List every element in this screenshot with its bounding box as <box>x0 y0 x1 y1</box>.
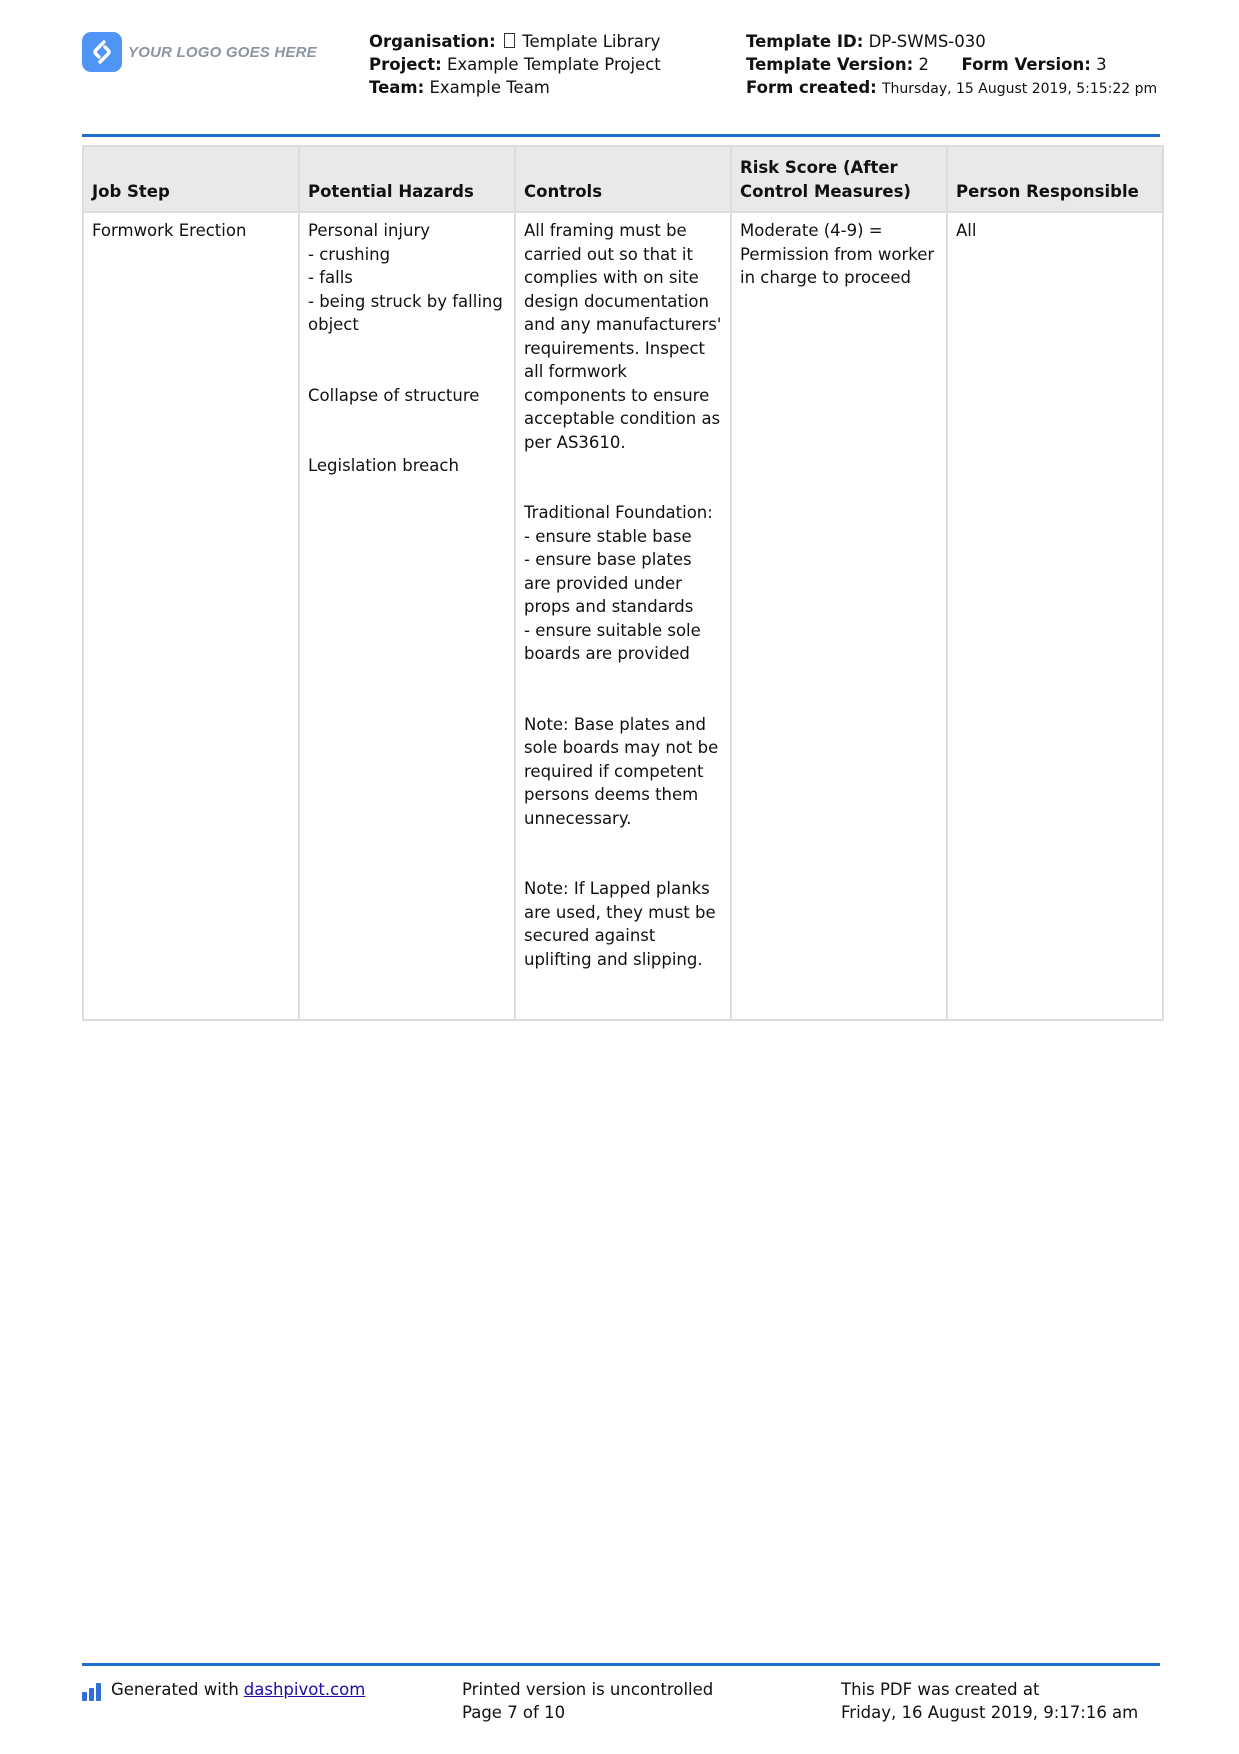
risk-score-cell <box>731 212 947 1020</box>
form-version-value: 3 <box>1096 55 1107 74</box>
pdf-created-date: Friday, 16 August 2019, 9:17:16 am <box>841 1703 1139 1722</box>
control-item: Note: Base plates and sole boards may not be required if competent persons deems them unnecessary. <box>524 714 719 828</box>
pdf-created <box>841 1678 1138 1724</box>
print-notice <box>462 1678 713 1724</box>
logo-text: YOUR LOGO GOES HERE <box>128 43 317 61</box>
hazard-item: Personal injury - crushing - falls - being struck by falling object <box>308 221 503 334</box>
project-value: Example Template Project <box>446 55 661 74</box>
form-created-value: Thursday, 15 August 2019, 5:15:22 pm <box>882 81 1158 97</box>
job-step-text: Formwork Erection <box>92 221 247 240</box>
generated-with <box>82 1678 365 1701</box>
controls-cell <box>515 212 731 1020</box>
person-responsible-text: All <box>956 221 977 240</box>
template-id-value: DP-SWMS-030 <box>868 32 986 51</box>
logo-icon <box>82 32 122 72</box>
col-header-controls: Controls <box>515 146 731 212</box>
hazard-item: Legislation breach <box>308 456 459 475</box>
page-header <box>82 30 1160 130</box>
template-info <box>746 30 1166 101</box>
project-info <box>369 30 729 99</box>
table-row <box>83 212 1163 1020</box>
control-item: Note: If Lapped planks are used, they must be secured against uplifting and slipping. <box>524 879 716 969</box>
header-divider <box>82 134 1160 137</box>
company-logo <box>82 32 317 72</box>
control-item: All framing must be carried out so that it complies with on site design documentation and any manufacturers' requirements. Inspect all formwork components to ensure acceptable condition as per AS3610. <box>524 221 722 452</box>
generated-prefix: Generated with <box>111 1680 239 1699</box>
control-item: Traditional Foundation: - ensure stable base - ensure base plates are provided under props and standards - ensure suitable sole boards are provided <box>524 503 713 663</box>
hazard-item: Collapse of structure <box>308 385 480 405</box>
person-responsible-cell <box>947 212 1163 1020</box>
footer-divider <box>82 1663 1160 1666</box>
dashpivot-link[interactable]: dashpivot.com <box>243 1680 366 1699</box>
job-step-cell <box>83 212 299 1020</box>
pdf-created-label: This PDF was created at <box>841 1680 1040 1699</box>
swms-table <box>82 145 1164 1021</box>
col-header-potential-hazards: Potential Hazards <box>299 146 515 212</box>
template-version-value: 2 <box>918 55 929 74</box>
organisation-value: Template Library <box>522 32 661 51</box>
org-glyph-icon <box>504 33 515 48</box>
organisation-line: Organisation: Template Library <box>369 32 661 51</box>
project-line: Project: Example Template Project <box>369 55 661 74</box>
table-header-row <box>83 146 1163 212</box>
printed-notice: Printed version is uncontrolled <box>462 1680 714 1699</box>
risk-score-text: Moderate (4-9) = Permission from worker in charge to proceed <box>740 221 935 287</box>
col-header-job-step: Job Step <box>83 146 299 212</box>
col-header-person-responsible: Person Responsible <box>947 146 1163 212</box>
team-line: Team: Example Team <box>369 78 550 97</box>
form-created-line: Form created: Thursday, 15 August 2019, 5:15:22 pm <box>746 78 1158 97</box>
dashpivot-bars-icon <box>82 1683 103 1701</box>
col-header-risk-score: Risk Score (After Control Measures) <box>731 146 947 212</box>
hazards-cell <box>299 212 515 1020</box>
page-number: Page 7 of 10 <box>462 1703 566 1722</box>
version-line: Template Version: 2 Form Version: 3 <box>746 55 1107 74</box>
template-id-line: Template ID: DP-SWMS-030 <box>746 32 986 51</box>
team-value: Example Team <box>429 78 550 97</box>
